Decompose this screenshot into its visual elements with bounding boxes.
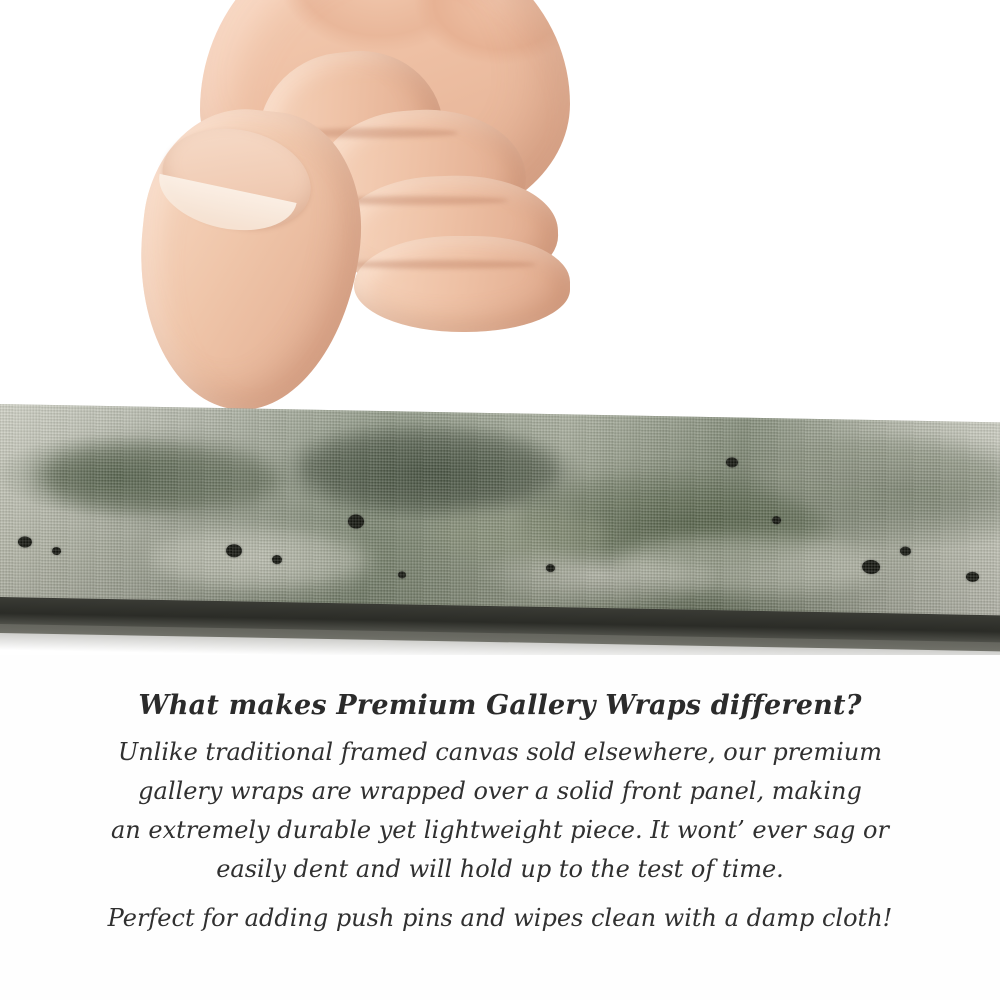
speck bbox=[966, 572, 979, 582]
speck bbox=[772, 516, 781, 524]
speck bbox=[398, 571, 406, 578]
finger-little bbox=[354, 236, 570, 332]
paint-smudge bbox=[40, 441, 280, 515]
paint-highlight bbox=[150, 527, 370, 591]
caption-block bbox=[0, 690, 1000, 937]
speck bbox=[52, 547, 61, 555]
paint-smudge bbox=[300, 427, 560, 512]
speck bbox=[726, 457, 738, 467]
speck bbox=[18, 536, 32, 547]
speck bbox=[862, 560, 880, 574]
knuckle-crease bbox=[344, 260, 536, 269]
caption-line-2: gallery wraps are wrapped over a solid front panel, making bbox=[138, 776, 862, 805]
speck bbox=[546, 564, 555, 572]
caption-title: What makes Premium Gallery Wraps different? bbox=[138, 690, 862, 721]
caption-line-3: an extremely durable yet lightweight piece. It wont’ ever sag or bbox=[111, 815, 889, 844]
paint-highlight bbox=[620, 533, 880, 596]
caption-line-4: easily dent and will hold up to the test of time. bbox=[216, 854, 784, 883]
caption-line-1: Unlike traditional framed canvas sold elsewhere, our premium bbox=[117, 738, 882, 766]
speck bbox=[226, 544, 242, 557]
speck bbox=[272, 555, 282, 564]
speck bbox=[900, 546, 911, 555]
speck bbox=[348, 514, 364, 528]
caption-closing-line: Perfect for adding push pins and wipes clean with a damp cloth! bbox=[107, 903, 893, 932]
hand-illustration bbox=[140, 0, 570, 430]
